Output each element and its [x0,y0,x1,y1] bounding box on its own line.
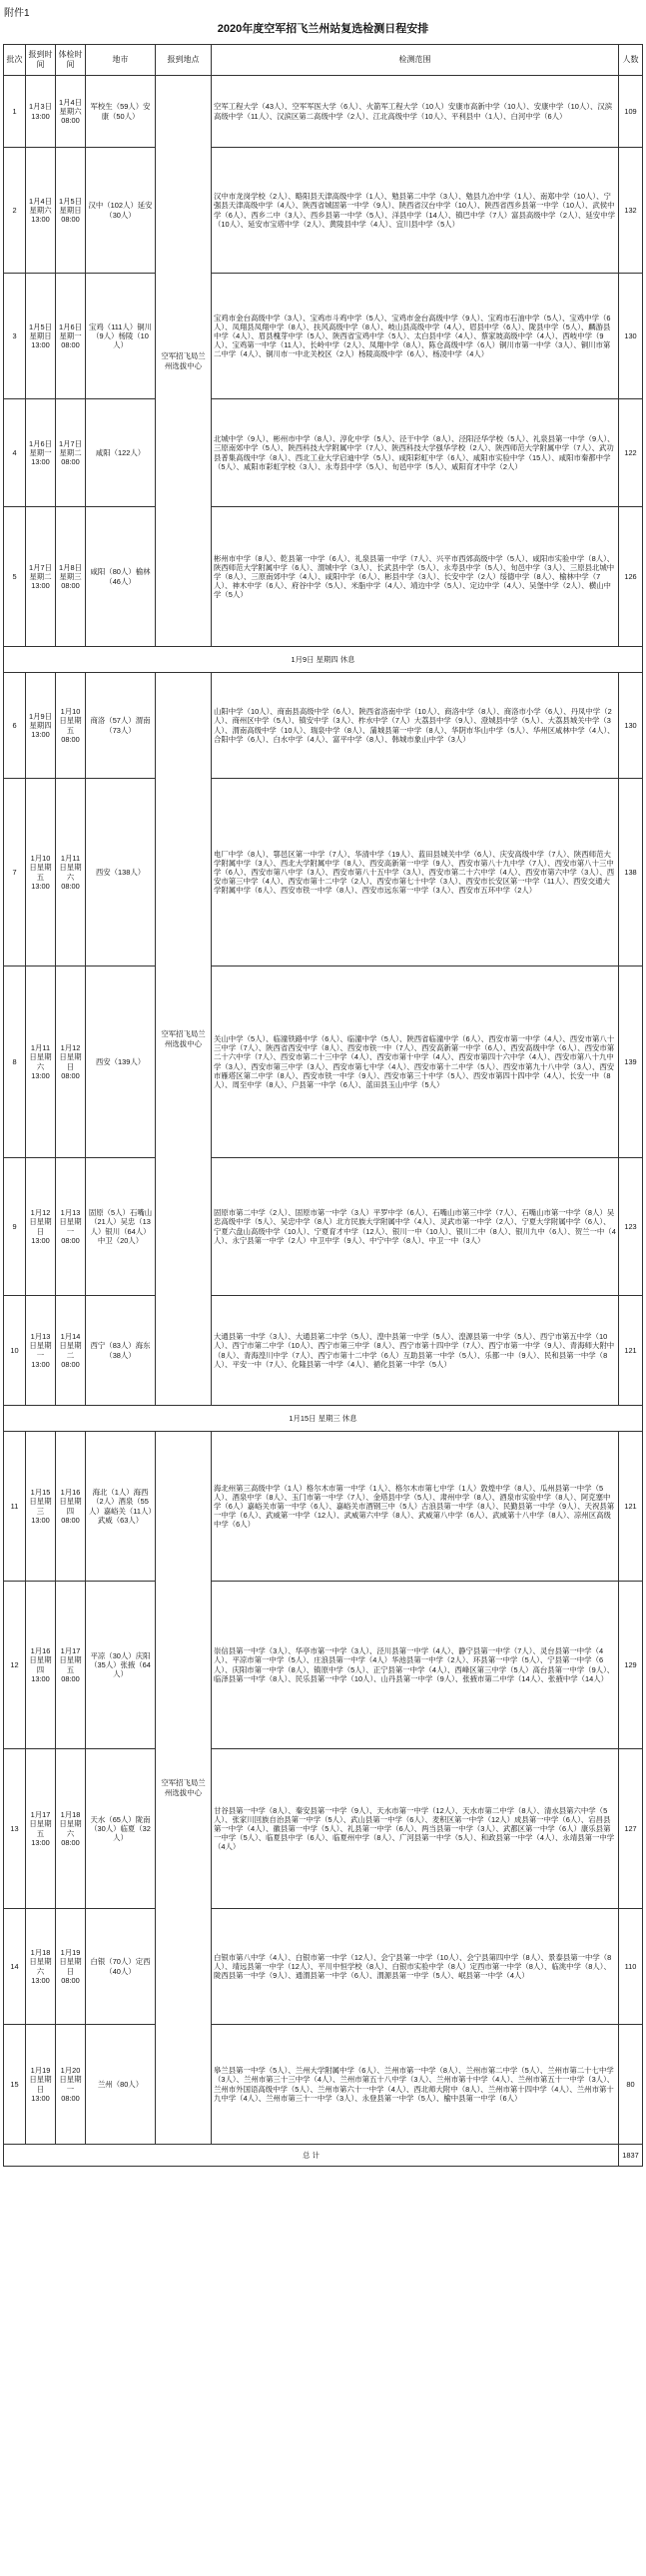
report-time: 1月19日星期日13:00 [26,2025,56,2145]
count: 121 [619,1296,643,1406]
venue-cell: 空军招飞局兰州选拔中心 [156,76,212,647]
table-row [4,779,643,966]
city: 军校生（59人）安康（50人） [86,76,156,148]
total-row [4,2145,643,2167]
scope-detail: 汉中市龙岗学校（2人）、略阳县天津高级中学（1人）、勉县第二中学（3人）、勉县九冶中学（1人）、南郑中学（10人）、宁强县天津高级中学（4人）、陕西省城固第一中学（9人）、陕西省汉台中学（10人）、陕西省西乡县第一中学（10人）、武侯中学（6人）、西乡二中（3人）、西乡县第一中学（5人）、洋县中学（14人）、镇巴中学（7人）富县高级中学（2人）、延安中学（10人）、延安市宝塔中学（2人）、黄陵县中学（4人）、宜川县中学（5人） [212,148,619,274]
batch-no: 12 [4,1582,26,1749]
city: 固原（5人）石嘴山（21人）吴忠（13人）银川（64人）中卫（20人） [86,1158,156,1296]
count: 132 [619,148,643,274]
count: 139 [619,966,643,1158]
schedule-table [3,44,643,2167]
report-time: 1月11日星期六13:00 [26,966,56,1158]
header-scope: 检测范围 [212,45,619,76]
count: 123 [619,1158,643,1296]
exam-time: 1月17日星期五08:00 [56,1582,86,1749]
page-title: 2020年度空军招飞兰州站复选检测日程安排 [217,23,429,35]
city: 兰州（80人） [86,2025,156,2145]
table-row [4,2025,643,2145]
report-time: 1月13日星期一13:00 [26,1296,56,1406]
scope-detail: 甘谷县第一中学（8人）、秦安县第一中学（9人）、天水市第一中学（12人）、天水市第二中学（8人）、清水县第六中学（5人）、张家川回族自治县第一中学（5人）、武山县第一中学（6人）、麦积区第一中学（12人）成县第一中学（6人）、宕昌县第一中学（4人）、徽县第一中学（5人）、礼县第一中学（6人）、两当县第一中学（3人）、武都区第一中学（6人）康乐县第一中学（5人）、临夏县中学（6人）、临夏州中学（8人）、广河县第一中学（5人）、和政县第一中学（4人）、永靖县第一中学（4人） [212,1749,619,1909]
city: 海北（1人）海西（2人）酒泉（55人）嘉峪关（11人）武威（63人） [86,1432,156,1582]
city: 平凉（30人）庆阳（35人）张掖（64人） [86,1582,156,1749]
city: 天水（65人）陇南（30人）临夏（32人） [86,1749,156,1909]
total-label: 总 计 [4,2145,619,2167]
exam-time: 1月20日星期一08:00 [56,2025,86,2145]
exam-time: 1月7日星期二08:00 [56,399,86,507]
venue-cell: 空军招飞局兰州选拔中心 [156,673,212,1406]
report-time: 1月7日星期二13:00 [26,507,56,647]
city: 西安（138人） [86,779,156,966]
exam-time: 1月10日星期五08:00 [56,673,86,779]
header-batch: 批次 [4,45,26,76]
batch-no: 10 [4,1296,26,1406]
exam-time: 1月16日星期四08:00 [56,1432,86,1582]
count: 109 [619,76,643,148]
header-row [4,45,643,76]
batch-no: 8 [4,966,26,1158]
rest-day-text: 1月9日 星期四 休息 [4,647,643,673]
exam-time: 1月11日星期六08:00 [56,779,86,966]
count: 130 [619,673,643,779]
report-time: 1月15日星期三13:00 [26,1432,56,1582]
batch-no: 11 [4,1432,26,1582]
report-time: 1月18日星期六13:00 [26,1909,56,2025]
batch-no: 9 [4,1158,26,1296]
exam-time: 1月5日星期日08:00 [56,148,86,274]
table-row [4,966,643,1158]
city: 咸阳（80人）榆林（46人） [86,507,156,647]
batch-no: 7 [4,779,26,966]
report-time: 1月9日星期四13:00 [26,673,56,779]
batch-no: 3 [4,274,26,399]
scope-detail: 海北州第三高级中学（1人）格尔木市第一中学（1人）、格尔木市第七中学（1人）敦煌中学（8人）、瓜州县第一中学（5人）、酒泉中学（8人）、玉门市第一中学（7人）、金塔县中学（5人）、肃州中学（8人）、酒泉市实验中学（8人）、阿克塞中学（6人）嘉峪关市第一中学（6人）、嘉峪关市酒钢三中（5人）古浪县第一中学（8人）、民勤县第一中学（9人）、天祝县第一中学（6人）、武威第一中学（12人）、武威第六中学（8人）、武威第八中学（6人）、武威第十八中学（8人）、凉州区高级中学（6人） [212,1432,619,1582]
venue-cell: 空军招飞局兰州选拔中心 [156,1432,212,2145]
count: 138 [619,779,643,966]
attachment-label: 附件1 [4,8,30,19]
total-count: 1837 [619,2145,643,2167]
table-row [4,148,643,274]
exam-time: 1月6日星期一08:00 [56,274,86,399]
count: 130 [619,274,643,399]
table-row [4,507,643,647]
table-row [4,1582,643,1749]
batch-no: 1 [4,76,26,148]
header-count: 人数 [619,45,643,76]
city: 白银（70人）定西（40人） [86,1909,156,2025]
header-exam-time: 体检时间 [56,45,86,76]
scope-detail: 宝鸡市金台高级中学（3人）、宝鸡市斗鸡中学（5人）、宝鸡市金台高级中学（9人）、宝鸡市石油中学（5人）、宝鸡中学（6人）、凤翔县凤翔中学（8人）、扶风高级中学（8人）、岐山县高级中学（4人）、眉县中学（6人）、陇县中学（5人）、麟游县中学（4人）、眉县槐芽中学（5人）、陕西省宝鸡中学（5人）、太白县中学（4人）、蔡家坡高级中学（4人）、西岐中学（9人）、宝鸡第一中学（11人）、长岭中学（2人）、凤翔中学（8人）、陈仓高级中学（6人）铜川市第一中学（3人）、铜川市第二中学（4人）、铜川市一中北关校区（2人）杨陵高级中学（6人）、杨凌中学（4人） [212,274,619,399]
batch-no: 13 [4,1749,26,1909]
scope-detail: 山阳中学（10人）、商南县高级中学（6人）、陕西省洛南中学（10人）、商洛中学（8人）、商洛市小学（6人）、丹凤中学（2人）、商州区中学（5人）、镇安中学（3人）、柞水中学（7人）大荔县中学（9人）、澄城县中学（5人）、大荔县城关中学（3人）、渭南高级中学（10人）、瑞泉中学（8人）、蒲城县第一中学（8人）、华阴市华山中学（5人）、华州区咸林中学（4人）、合阳中学（6人）、白水中学（4人）、富平中学（8人）、韩城市象山中学（3人） [212,673,619,779]
city: 宝鸡（111人）铜川（9人）杨陵（10人） [86,274,156,399]
scope-detail: 电厂中学（8人）、鄠邑区第一中学（7人）、华清中学（19人）、蓝田县城关中学（6人）、庆安高级中学（7人）、陕西师范大学附属中学（3人）、西北大学附属中学（8人）、西安高新第一中学（9人）、西安市第八十九中学（7人）、西安市第八十三中学（6人）、西安市第八中学（3人）、西安市第八十五中学（3人）、西安市第二十六中学（4人）、西安市第六中学（3人）、西安市第三中学（4人）、西安市第十二中学（2人）、西安市第七十中学（3人）、西安市长安区第一中学（11人）、西安交通大学附属中学（6人）、西安市铁一中学（8人）、西安市远东第一中学（3人）、西安市五环中学（2人） [212,779,619,966]
report-time: 1月5日星期日13:00 [26,274,56,399]
report-time: 1月3日13:00 [26,76,56,148]
header-city: 地市 [86,45,156,76]
scope-detail: 崇信县第一中学（3人）、华亭市第一中学（3人）、泾川县第一中学（4人）、静宁县第一中学（7人）、灵台县第一中学（4人）、平凉市第一中学（5人）、庄浪县第一中学（4人）华池县第一中学（2人）、环县第一中学（5人）、宁县第一中学（6人）、庆阳市第一中学（8人）、镇原中学（5人）、正宁县第一中学（4人）、西峰区第三中学（5人）高台县第一中学（9人）、临泽县第一中学（8人）、民乐县第一中学（10人）、山丹县第一中学（9人）、张掖市第二中学（14人）、张掖中学（14人） [212,1582,619,1749]
scope-detail: 关山中学（5人）、临潼铁路中学（6人）、临潼中学（5人）、陕西省临潼中学（6人）、西安市第一中学（4人）、西安市第八十三中学（7人）、陕西省西安中学（8人）、西安市铁一中（7人）、西安高新第一中学（6人）、西安高级中学（6人）、西安市第二十六中学（7人）、西安市第二十三中学（4人）、西安市第十中学（4人）、西安市第四十六中学（4人）、西安市第八十九中学（3人）、西安市第三中学（3人）、西安市第七中学（4人）、西安市第十二中学（5人）、西安市第九十八中学（3人）、西安市雁塔区第二中学（8人）、西安市铁一中学（9人）、西安市第三十中学（5人）、西安市第四十四中学（4人）、长安一中（8人）、周至中学（8人）、户县第一中学（6人）、蓝田县玉山中学（5人） [212,966,619,1158]
count: 110 [619,1909,643,2025]
scope-detail: 彬州市中学（8人）、乾县第一中学（6人）、礼泉县第一中学（7人）、兴平市西郊高级中学（5人）、咸阳市实验中学（8人）、陕西师范大学附属中学（6人）、渭城中学（3人）、长武县中学（5人）、永寿县中学（5人）、旬邑中学（3人）、三原县北城中学（8人）、三原南郊中学（4人）、咸阳中学（6人）、彬县中学（3人）、长安中学（2人）绥德中学（8人）、榆林中学（7人）、神木中学（6人）、府谷中学（5人）、米脂中学（4人）、靖边中学（5人）、定边中学（4人）、吴堡中学（2人）、横山中学（5人） [212,507,619,647]
exam-time: 1月14日星期二08:00 [56,1296,86,1406]
rest-day-row [4,1406,643,1432]
batch-no: 6 [4,673,26,779]
table-row [4,673,643,779]
city: 西安（139人） [86,966,156,1158]
scope-detail: 空军工程大学（43人）、空军军医大学（6人）、火箭军工程大学（10人）安康市高新中学（10人）、安康中学（10人）、汉滨高级中学（11人）、汉滨区第二高级中学（2人）、江北高级中学（10人）、平利县中（1人）、白河中学（6人） [212,76,619,148]
city: 咸阳（122人） [86,399,156,507]
count: 122 [619,399,643,507]
scope-detail: 北城中学（9人）、彬州市中学（8人）、淳化中学（5人）、泾干中学（8人）、泾阳泾华学校（5人）、礼泉县第一中学（9人）、三原南郊中学（5人）、陕西科技大学附属中学（7人）、陕西科技大学强华学校（2人）、陕西师范大学附属中学（7人）、武功县普集高级中学（8人）、西北工业大学启迪中学（5人）、咸阳彩虹中学（6人）、咸阳市实验中学（15人）、咸阳市秦都中学（5人）、咸阳市彩虹学校（3人）、永寿县中学（5人）、旬邑中学（5人）、咸阳育才中学（2人） [212,399,619,507]
scope-detail: 大通县第一中学（3人）、大通县第二中学（5人）、湟中县第一中学（5人）、湟源县第一中学（5人）、西宁市第五中学（10人）、西宁市第二中学（10人）、西宁市第三中学（8人）、西宁市第十四中学（7人）、西宁市第一中学（9人）、青海师大附中（8人）、青海湟川中学（7人）、西宁市第十二中学（6人）互助县第一中学（5人）、乐都一中（9人）、民和县第一中学（8人）、平安一中（7人）、化隆县第一中学（4人）、循化县第一中学（5人） [212,1296,619,1406]
header-venue: 报到地点 [156,45,212,76]
exam-time: 1月8日星期三08:00 [56,507,86,647]
report-time: 1月17日星期五13:00 [26,1749,56,1909]
table-row [4,1432,643,1582]
report-time: 1月10日星期五13:00 [26,779,56,966]
table-row [4,1158,643,1296]
table-row [4,76,643,148]
count: 80 [619,2025,643,2145]
scope-detail: 皋兰县第一中学（5人）、兰州大学附属中学（6人）、兰州市第一中学（8人）、兰州市第二中学（5人）、兰州市第二十七中学（3人）、兰州市第三十三中学（4人）、兰州市第五十八中学（3人）、兰州市第十中学（4人）、兰州市第五十一中学（3人）、兰州市外国语高级中学（5人）、兰州市第六十一中学（4人）、西北师大附中（8人）、兰州市第十四中学（4人）、兰州市第十九中学（4人）、兰州市第三十一中学（3人）、永登县第一中学（5人）、榆中县第一中学（6人） [212,2025,619,2145]
exam-time: 1月18日星期六08:00 [56,1749,86,1909]
scope-detail: 固原市第二中学（2人）、固原市第一中学（3人）平罗中学（6人）、石嘴山市第三中学（7人）、石嘴山市第一中学（8人）吴忠高级中学（5人）、吴忠中学（8人）北方民族大学附属中学（4人）、灵武市第一中学（2人）、宁夏大学附属中学（6人）、宁夏六盘山高级中学（10人）、宁夏育才中学（12人）、银川一中（10人）、银川二中（8人）、银川九中（6人）、贺兰一中（4人）、永宁县第一中学（2人）中卫中学（9人）、中宁中学（8人）、中卫一中（3人） [212,1158,619,1296]
batch-no: 14 [4,1909,26,2025]
rest-day-text: 1月15日 星期三 休息 [4,1406,643,1432]
table-row [4,1909,643,2025]
header-report-time: 报到时间 [26,45,56,76]
exam-time: 1月4日星期六08:00 [56,76,86,148]
report-time: 1月16日星期四13:00 [26,1582,56,1749]
exam-time: 1月13日星期一08:00 [56,1158,86,1296]
exam-time: 1月12日星期日08:00 [56,966,86,1158]
table-row [4,274,643,399]
count: 129 [619,1582,643,1749]
batch-no: 2 [4,148,26,274]
report-time: 1月6日星期一13:00 [26,399,56,507]
table-row [4,1296,643,1406]
city: 西宁（83人）海东（38人） [86,1296,156,1406]
report-time: 1月12日星期日13:00 [26,1158,56,1296]
city: 汉中（102人）延安（30人） [86,148,156,274]
table-row [4,399,643,507]
rest-day-row [4,647,643,673]
city: 商洛（57人）渭南（73人） [86,673,156,779]
scope-detail: 白银市第八中学（4人）、白银市第一中学（12人）、会宁县第一中学（10人）、会宁县第四中学（8人）、景泰县第一中学（8人）、靖远县第一中学（12人）、平川中恒学校（8人）、白银市实验中学（8人）定西市第一中学（8人）、临洮中学（8人）、陇西县第一中学（9人）、通渭县第一中学（6人）、渭源县第一中学（5人）、岷县第一中学（4人） [212,1909,619,2025]
table-row [4,1749,643,1909]
batch-no: 15 [4,2025,26,2145]
count: 127 [619,1749,643,1909]
count: 121 [619,1432,643,1582]
batch-no: 4 [4,399,26,507]
exam-time: 1月19日星期日08:00 [56,1909,86,2025]
batch-no: 5 [4,507,26,647]
count: 126 [619,507,643,647]
report-time: 1月4日星期六13:00 [26,148,56,274]
